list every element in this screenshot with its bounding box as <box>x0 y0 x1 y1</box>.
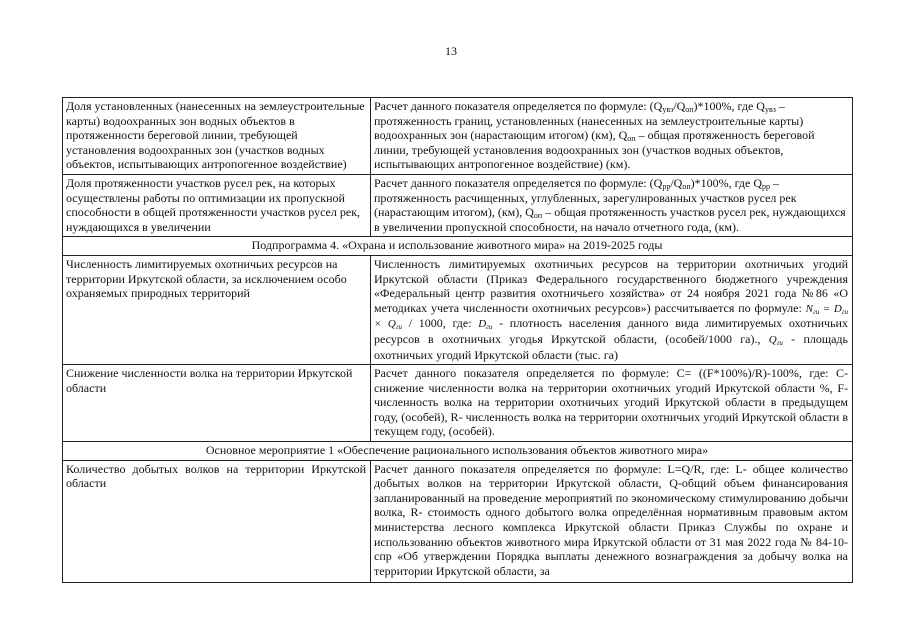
indicator-cell: Доля протяженности участков русел рек, на которых осуществлены работы по оптимизации их пропускной способности в общей протяженности участков русел рек, нуждающихся в увеличении <box>63 174 371 236</box>
table-row <box>63 365 853 442</box>
table-row <box>63 174 853 236</box>
method-cell: Расчет данного показателя определяется по формуле: $(Q_{рр}/Q_{оп})*100\%$, где $Q_{рр}$ – протяженность расчищенных, углубленных, зарегулированных участков русел рек (нарастающим итогом), (км), $Q_{оп}$ – общая протяженность участков русел рек, нуждающихся в увеличении пропускной способности, на начало отчетного года, (км). <box>371 174 853 236</box>
method-cell: Численность лимитируемых охотничьих ресурсов на территории охотничьих угодий Иркутской области (Приказ Федерального государственного бюджетного учреждения «Федеральный центр развития охотничьего хозяйства» от 24 ноября 2021 года №86 «О методиках учета численности охотничьих ресурсов») рассчитывается по формуле: $N_{ги} = D_{ги} \times Q_{ги} / 1000$, где: $D_{ги}$ - плотность населения данного вида лимитируемых охотничьих ресурсов в охотничьих угодья Иркутской области, (особей/1000 га)., $Q_{ги}$ - площадь охотничьих угодий Иркутской области (тыс. га) <box>371 255 853 364</box>
indicator-cell: Численность лимитируемых охотничьих ресурсов на территории Иркутской области, за исключением особо охраняемых природных территорий <box>63 255 371 364</box>
section-header-row <box>63 237 853 256</box>
table-row <box>63 98 853 175</box>
method-cell: Расчет данного показателя определяется по формуле: C= ((F*100%)/R)-100%, где: C- снижение численности волка на территории охотничьих угодий Иркутской области %, F- численность волка на территории охотничьих угодий Иркутской области в предыдущем году, (особей), R- численность волка на территории охотничьих угодий Иркутской области в текущем году, (особей). <box>371 365 853 442</box>
formula-density: $N_{ги} = D_{ги} \times Q_{ги}$ <box>374 302 848 332</box>
indicators-table <box>62 97 853 583</box>
formula-d: $D_{ги}$ <box>478 318 493 332</box>
page-number: 13 <box>445 44 457 58</box>
indicator-cell: Доля установленных (нанесенных на землеустроительные карты) водоохранных зон водных объектов в протяженности береговой линии, требующей установления водоохранных зон (участков водных объектов, испытывающих антропогенное воздействие) <box>63 98 371 175</box>
method-text: Расчет данного показателя определяется по формуле: L=Q/R, где: L- общее количество добытых волков на территории Иркутской области, Q-общий объем финансирования запланированный на проведение мероприятий по экономическому стимулированию добычи волка, R- стоимость одного добытого волка определённая нормативным правовым актом министерства лесного комплекса Иркутской области Приказ Службы по охране и использованию объектов животного мира Иркутской области от 31 мая 2022 года № 84-10-спр «Об утверждении Порядка выплаты денежного вознаграждения за добычу волка на территории Иркутской области, за <box>374 461 848 578</box>
table-row <box>63 255 853 364</box>
section-header-row <box>63 442 853 461</box>
method-cell <box>371 460 853 582</box>
table-row <box>63 460 853 582</box>
subprogram-title: Подпрограмма 4. «Охрана и использование животного мира» на 2019-2025 годы <box>63 237 853 256</box>
method-cell: Расчет данного показателя определяется по формуле: $(Q_{увз}/Q_{оп})*100\%$, где $Q_{увз}$ – протяженность границ, установленных (нанесенных на землеустроительные карты) водоохранных зон (нарастающим итогом) (км), $Q_{оп}$ – общая протяженность береговой линии, требующей установления водоохранных зон (участков водных объектов, испытывающих антропогенное воздействие) (км). <box>371 98 853 175</box>
formula-q: $Q_{ги}$ <box>768 333 783 347</box>
indicator-cell: Количество добытых волков на территории Иркутской области <box>63 460 371 582</box>
main-activity-title: Основное мероприятие 1 «Обеспечение рационального использования объектов животного мира» <box>63 442 853 461</box>
indicator-cell: Снижение численности волка на территории Иркутской области <box>63 365 371 442</box>
